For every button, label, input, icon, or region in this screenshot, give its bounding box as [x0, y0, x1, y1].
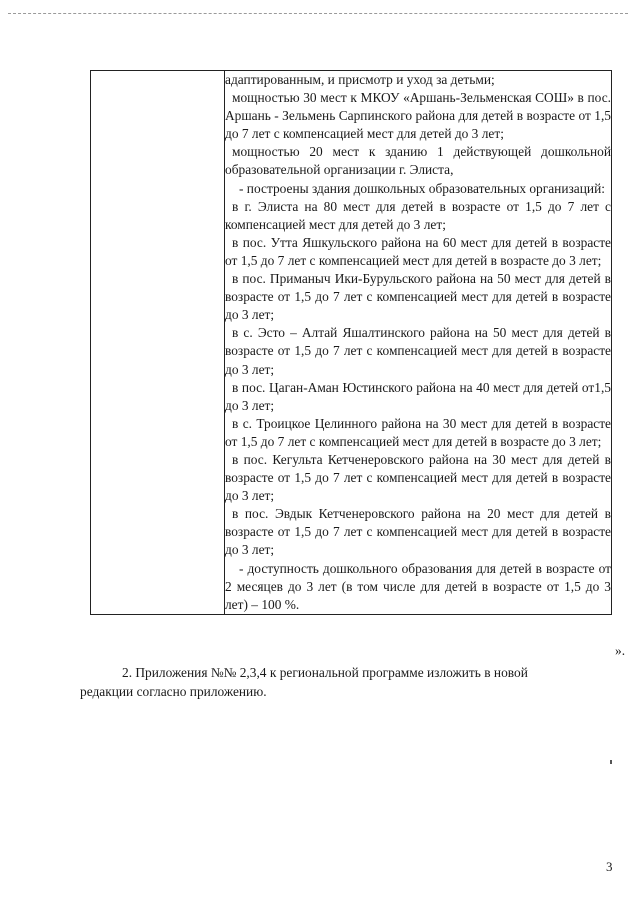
scan-speck — [610, 760, 612, 764]
list-item: в пос. Цаган-Аман Юстинского района на 40 мест для детей от1,5 до 3 лет; — [225, 379, 611, 413]
list-item: в г. Элиста на 80 мест для детей в возрасте от 1,5 до 7 лет с компенсацией мест для детей до 3 лет; — [225, 198, 611, 232]
list-item: - построены здания дошкольных образовательных организаций: — [239, 180, 605, 196]
closing-quote: ». — [615, 643, 626, 658]
item-2-paragraph — [80, 664, 612, 701]
list-item: в пос. Кегульта Кетченеровского района на 30 мест для детей в возрасте от 1,5 до 7 лет с компенсацией мест для детей в возрасте до 3 лет; — [225, 451, 611, 504]
scan-top-edge-line — [8, 13, 628, 14]
page-number: 3 — [606, 859, 613, 874]
table-row — [91, 71, 612, 615]
item-2-line-2: редакции согласно приложению. — [80, 683, 267, 699]
list-item: мощностью 30 мест к МКОУ «Аршань-Зельменская СОШ» в пос. Аршань - Зельмень Сарпинского района для детей в возрасте от 1,5 до 7 лет с компенсацией мест для детей до 3 лет; — [225, 90, 611, 142]
list-item: мощностью 20 мест к зданию 1 действующей дошкольной образовательной организации г. Элиста, — [225, 144, 611, 178]
list-item: - доступность дошкольного образования для детей в возрасте от 2 месяцев до 3 лет (в том числе для детей в возрасте от 1,5 до 3 лет) – 100 %. — [225, 560, 611, 612]
list-item: в с. Эсто – Алтай Яшалтинского района на 50 мест для детей в возрасте от 1,5 до 7 лет с компенсацией мест для детей в возрасте до 3 лет; — [225, 325, 611, 377]
table-right-cell — [225, 71, 612, 615]
list-item: в пос. Приманыч Ики-Бурульского района на 50 мест для детей в возрасте от 1,5 до 7 лет с компенсацией мест для детей в возрасте до 3 лет; — [225, 271, 611, 323]
item-2-line-1: 2. Приложения №№ 2,3,4 к региональной программе изложить в новой — [122, 665, 528, 680]
program-table — [90, 70, 612, 615]
list-item: адаптированным, и присмотр и уход за детьми; — [225, 72, 495, 87]
list-item: в с. Троицкое Целинного района на 30 мест для детей в возрасте от 1,5 до 7 лет с компенсацией мест для детей в возрасте до 3 лет; — [225, 415, 611, 449]
list-item: в пос. Утта Яшкульского района на 60 мест для детей в возрасте от 1,5 до 7 лет с компенсацией мест для детей в возрасте до 3 лет; — [225, 234, 611, 268]
list-item: в пос. Эвдык Кетченеровского района на 20 мест для детей в возрасте от 1,5 до 7 лет с компенсацией мест для детей в возрасте до 3 лет; — [225, 506, 611, 558]
table-left-cell — [91, 71, 225, 615]
